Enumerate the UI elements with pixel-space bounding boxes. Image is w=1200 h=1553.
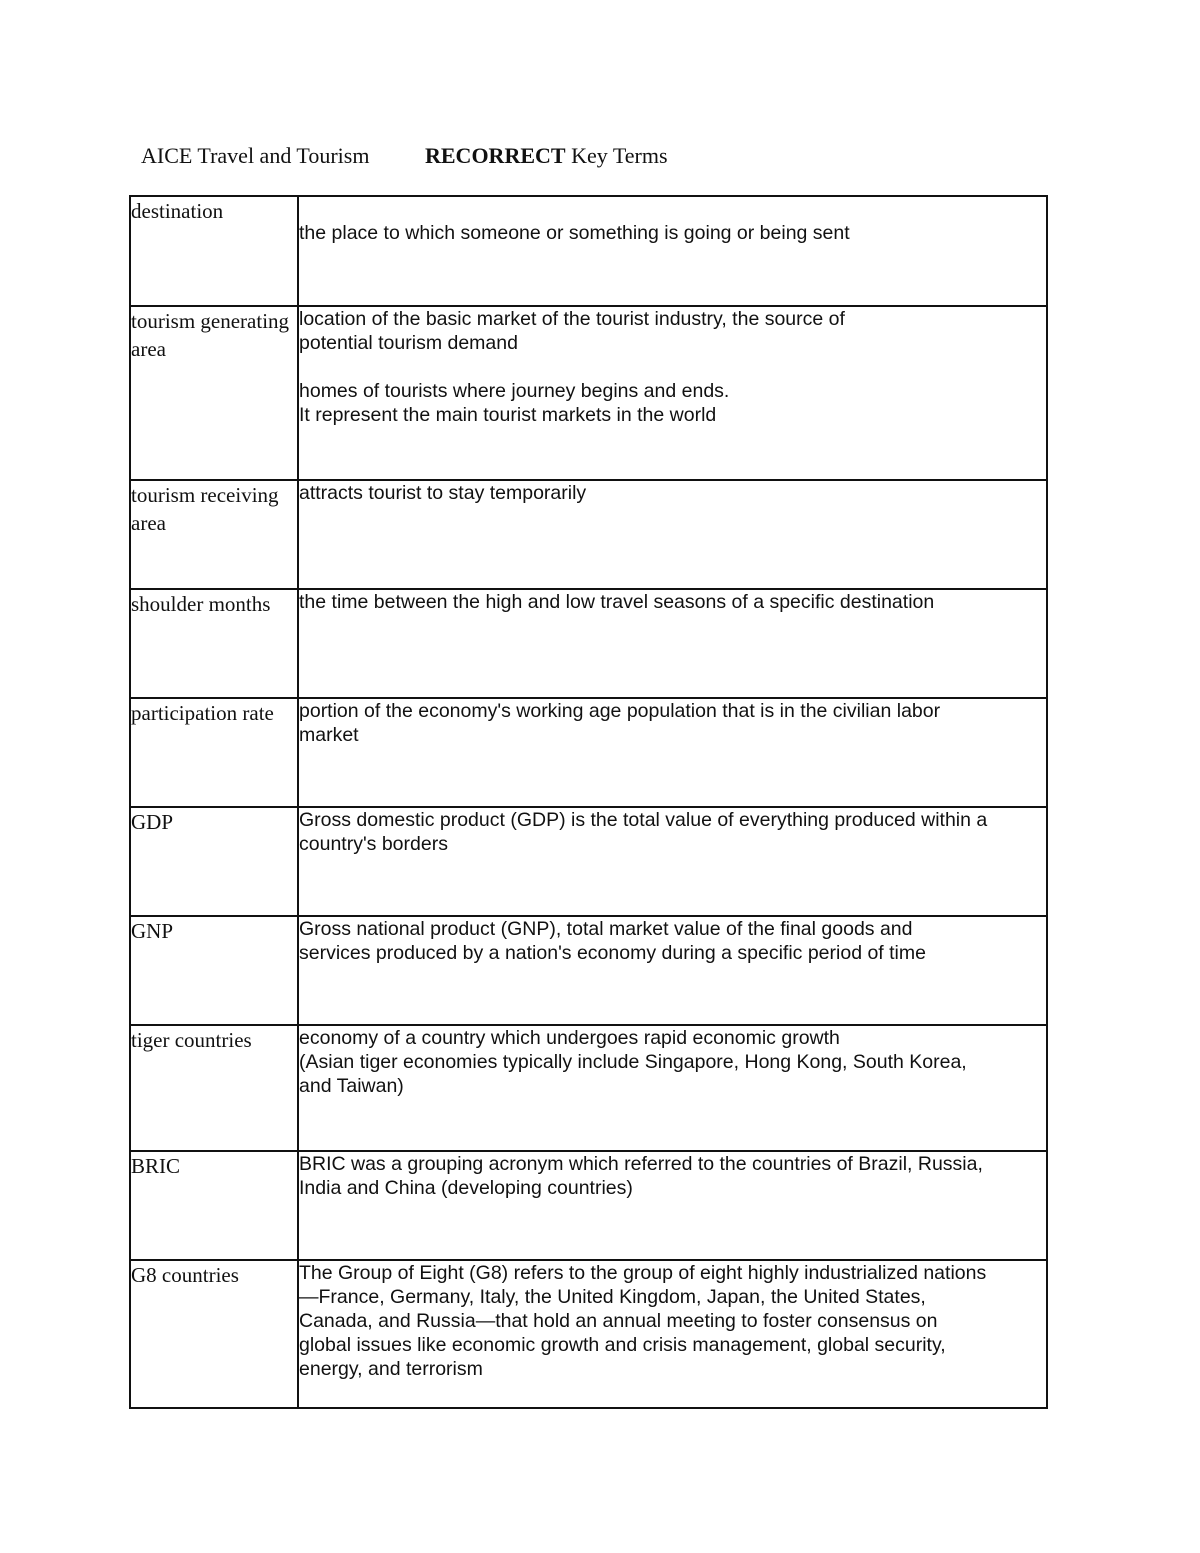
term-cell: tourism receiving area — [130, 480, 298, 589]
key-terms-table — [129, 195, 1048, 1409]
definition-line: global issues like economic growth and crisis management, global security, — [299, 1334, 946, 1356]
definition-line: services produced by a nation's economy during a specific period of time — [299, 942, 926, 964]
definition-line: portion of the economy's working age population that is in the civilian labor — [299, 700, 941, 722]
table-row — [130, 589, 1047, 698]
definition-cell — [298, 1151, 1047, 1260]
definition-line: location of the basic market of the tourist industry, the source of — [299, 308, 845, 330]
definition-cell — [298, 589, 1047, 698]
definition-line: economy of a country which undergoes rapid economic growth — [299, 1027, 840, 1049]
term-cell: tourism generating area — [130, 306, 298, 480]
table-row — [130, 807, 1047, 916]
page-title — [141, 142, 668, 170]
term-cell: G8 countries — [130, 1260, 298, 1408]
table-row — [130, 196, 1047, 306]
definition-line: the time between the high and low travel seasons of a specific destination — [299, 591, 935, 613]
course-title: AICE Travel and Tourism — [141, 143, 370, 168]
definition-line: country's borders — [299, 833, 448, 855]
term-cell: destination — [130, 196, 298, 306]
definition-line: homes of tourists where journey begins and ends. — [299, 380, 730, 402]
definition-line: Gross domestic product (GDP) is the total value of everything produced within a — [299, 809, 988, 831]
definition-line: Gross national product (GNP), total market value of the final goods and — [299, 918, 913, 940]
definition-line: and Taiwan) — [299, 1075, 404, 1097]
definition-line: BRIC was a grouping acronym which referred to the countries of Brazil, Russia, — [299, 1153, 983, 1175]
definition-line: —France, Germany, Italy, the United Kingdom, Japan, the United States, — [299, 1286, 926, 1308]
definition-cell — [298, 1260, 1047, 1408]
definition-cell — [298, 807, 1047, 916]
table-row — [130, 480, 1047, 589]
table-row — [130, 1260, 1047, 1408]
definition-line: market — [299, 724, 359, 746]
term-cell: participation rate — [130, 698, 298, 807]
definition-cell — [298, 698, 1047, 807]
definition-cell — [298, 916, 1047, 1025]
definition-cell — [298, 196, 1047, 306]
definition-cell — [298, 480, 1047, 589]
definition-cell — [298, 306, 1047, 480]
table-row — [130, 698, 1047, 807]
table-row — [130, 306, 1047, 480]
term-cell: tiger countries — [130, 1025, 298, 1151]
term-cell: GNP — [130, 916, 298, 1025]
definition-line: Canada, and Russia—that hold an annual meeting to foster consensus on — [299, 1310, 938, 1332]
definition-line: It represent the main tourist markets in the world — [299, 404, 717, 426]
definition-line: potential tourism demand — [299, 332, 518, 354]
definition-line: (Asian tiger economies typically include Singapore, Hong Kong, South Korea, — [299, 1051, 967, 1073]
definition-line: India and China (developing countries) — [299, 1177, 633, 1199]
table-row — [130, 1025, 1047, 1151]
term-cell: GDP — [130, 807, 298, 916]
key-terms-label: Key Terms — [571, 143, 668, 168]
table-row — [130, 916, 1047, 1025]
definition-line: the place to which someone or something is going or being sent — [299, 222, 850, 244]
term-cell: shoulder months — [130, 589, 298, 698]
definition-line — [299, 355, 1046, 379]
term-cell: BRIC — [130, 1151, 298, 1260]
definition-line — [299, 197, 1046, 221]
definition-line: attracts tourist to stay temporarily — [299, 482, 587, 504]
recorrect-label: RECORRECT — [425, 143, 566, 168]
definition-cell — [298, 1025, 1047, 1151]
definition-line: energy, and terrorism — [299, 1358, 483, 1380]
table-row — [130, 1151, 1047, 1260]
definition-line: The Group of Eight (G8) refers to the group of eight highly industrialized nations — [299, 1262, 987, 1284]
